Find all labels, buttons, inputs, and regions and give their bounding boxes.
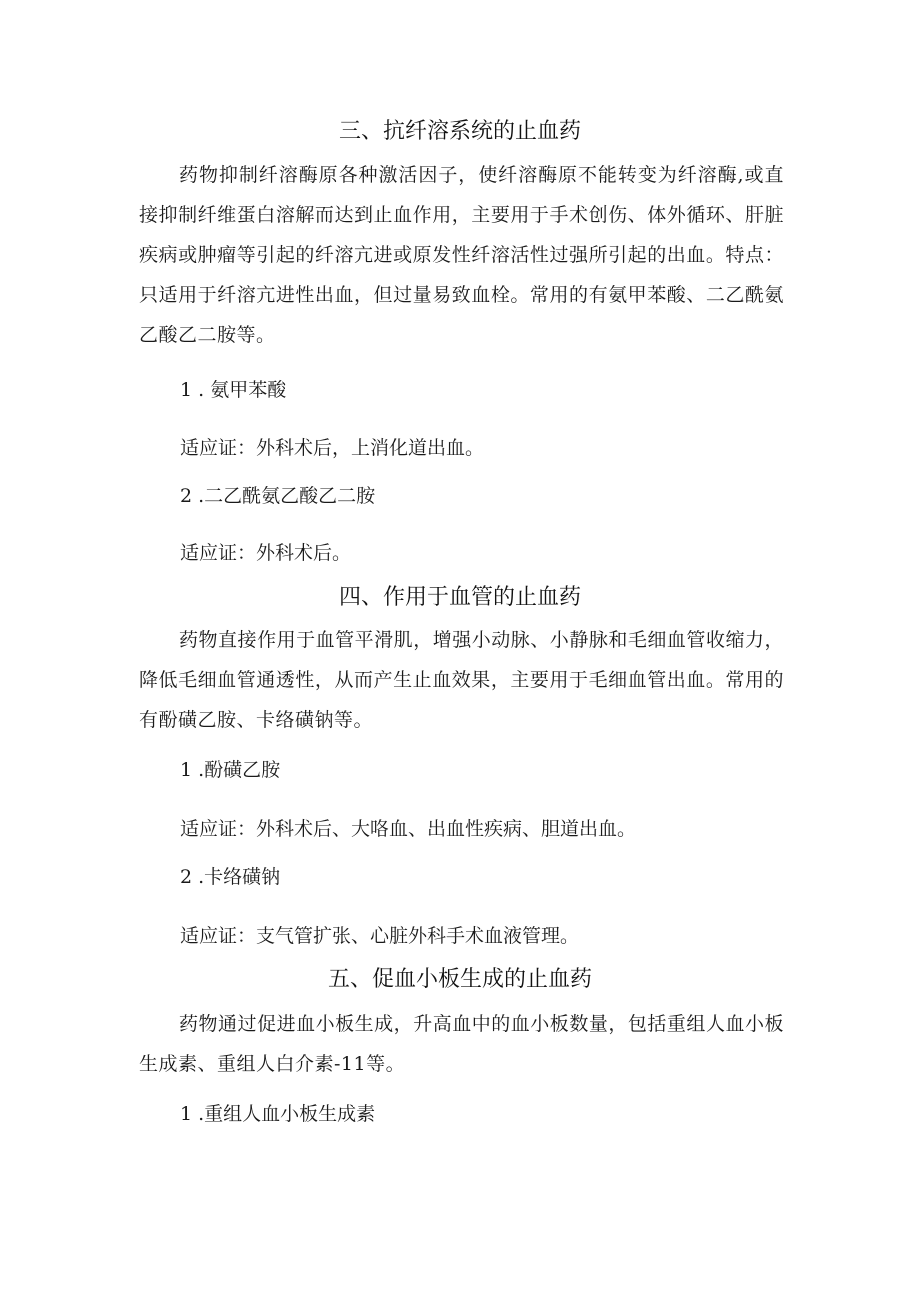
item-title: 1 .酚磺乙胺 (180, 759, 281, 781)
item-title: 2 .卡络磺钠 (180, 866, 281, 888)
section-heading-4: 四、作用于血管的止血药 (338, 585, 581, 610)
item-title: 1 .重组人血小板生成素 (180, 1103, 376, 1125)
section-heading-5: 五、促血小板生成的止血药 (327, 967, 592, 992)
item-indication: 适应证：外科术后、大咯血、出血性疾病、胆道出血。 (180, 818, 637, 840)
item-indication: 适应证：外科术后。 (180, 542, 352, 564)
section-paragraph-3: 药物抑制纤溶酶原各种激活因子，使纤溶酶原不能转变为纤溶酶,或直接抑制纤维蛋白溶解而达到止血作用，主要用于手术创伤、体外循环、肝脏疾病或肿瘤等引起的纤溶亢进或原发性纤溶活性过强所引起的出血。特点：只适用于纤溶亢进性出血，但过量易致血栓。常用的有氨甲苯酸、二乙酰氨乙酸乙二胺等。 (139, 164, 784, 346)
item-indication: 适应证：外科术后，上消化道出血。 (180, 437, 485, 459)
item-indication: 适应证：支气管扩张、心脏外科手术血液管理。 (180, 925, 580, 947)
section-paragraph-4: 药物直接作用于血管平滑肌，增强小动脉、小静脉和毛细血管收缩力，降低毛细血管通透性，从而产生止血效果，主要用于毛细血管出血。常用的有酚磺乙胺、卡络磺钠等。 (139, 629, 784, 731)
item-title: 2 .二乙酰氨乙酸乙二胺 (180, 485, 376, 507)
section-paragraph-5: 药物通过促进血小板生成，升高血中的血小板数量，包括重组人血小板生成素、重组人白介素-11等。 (139, 1013, 784, 1075)
section-heading-3: 三、抗纤溶系统的止血药 (338, 119, 581, 144)
item-title: 1 . 氨甲苯酸 (180, 379, 287, 401)
